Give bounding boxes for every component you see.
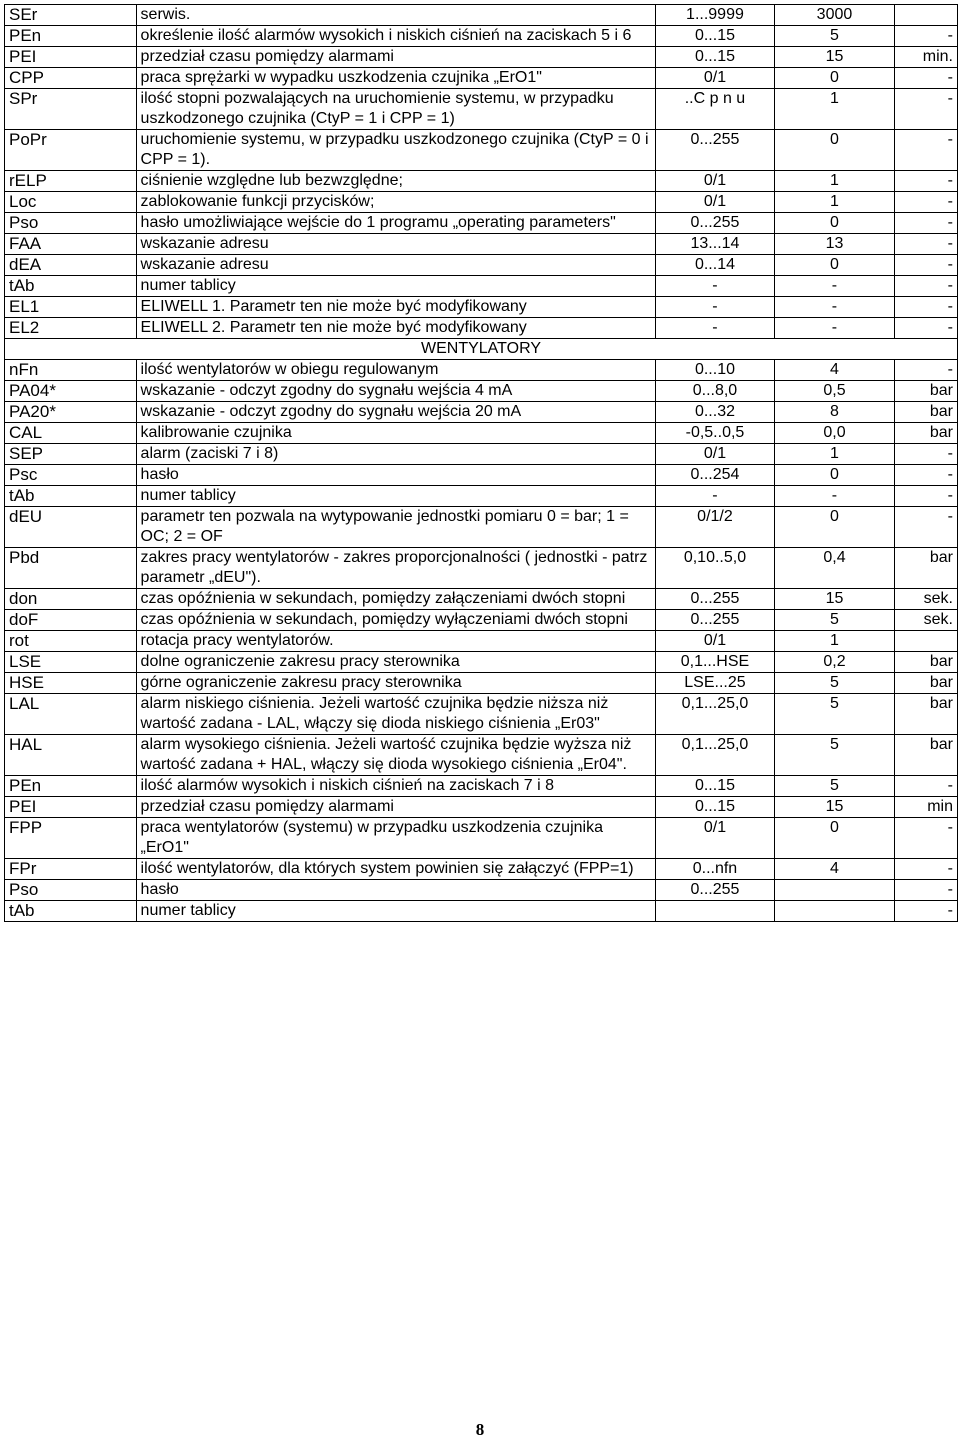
param-code: PEn xyxy=(5,776,137,797)
table-row xyxy=(5,89,958,130)
table-row xyxy=(5,797,958,818)
param-description: ilość wentylatorów, dla których system powinien się załączyć (FPP=1) xyxy=(136,859,655,880)
param-range: 0...15 xyxy=(655,797,775,818)
param-description: serwis. xyxy=(136,5,655,26)
param-unit: - xyxy=(894,297,957,318)
table-row xyxy=(5,171,958,192)
param-default: 8 xyxy=(775,402,895,423)
parameter-rows-fans xyxy=(5,360,958,922)
param-description: hasło umożliwiające wejście do 1 programu „operating parameters" xyxy=(136,213,655,234)
table-row xyxy=(5,610,958,631)
table-row xyxy=(5,589,958,610)
table-row xyxy=(5,26,958,47)
param-description: ilość stopni pozwalających na uruchomienie systemu, w przypadku uszkodzonego czujnika (CtyP = 1 i CPP = 1) xyxy=(136,89,655,130)
param-default: 5 xyxy=(775,673,895,694)
param-range: 0...255 xyxy=(655,213,775,234)
param-description: alarm niskiego ciśnienia. Jeżeli wartość czujnika będzie niższa niż wartość zadana - LAL, włączy się dioda niskiego ciśnienia „Er03" xyxy=(136,694,655,735)
param-range: 0,1...25,0 xyxy=(655,735,775,776)
param-range: 0/1/2 xyxy=(655,507,775,548)
param-range: 0/1 xyxy=(655,68,775,89)
table-row xyxy=(5,381,958,402)
param-description: kalibrowanie czujnika xyxy=(136,423,655,444)
param-default: 0,2 xyxy=(775,652,895,673)
table-row xyxy=(5,276,958,297)
table-row xyxy=(5,465,958,486)
param-default: 5 xyxy=(775,776,895,797)
param-unit: bar xyxy=(894,402,957,423)
table-row xyxy=(5,47,958,68)
param-range: 0/1 xyxy=(655,171,775,192)
param-range: - xyxy=(655,276,775,297)
param-code: LAL xyxy=(5,694,137,735)
param-range: 0/1 xyxy=(655,192,775,213)
param-unit: - xyxy=(894,68,957,89)
param-code: dEA xyxy=(5,255,137,276)
param-unit: - xyxy=(894,192,957,213)
param-description: zablokowanie funkcji przycisków; xyxy=(136,192,655,213)
param-unit: bar xyxy=(894,381,957,402)
param-range: 0...8,0 xyxy=(655,381,775,402)
param-code: SPr xyxy=(5,89,137,130)
param-unit: - xyxy=(894,507,957,548)
param-code: PA04* xyxy=(5,381,137,402)
param-description: wskazanie adresu xyxy=(136,234,655,255)
param-range: 0,10..5,0 xyxy=(655,548,775,589)
table-row xyxy=(5,507,958,548)
param-code: don xyxy=(5,589,137,610)
param-unit: - xyxy=(894,859,957,880)
param-description: czas opóźnienia w sekundach, pomiędzy załączeniami dwóch stopni xyxy=(136,589,655,610)
param-unit: - xyxy=(894,901,957,922)
param-default: 0 xyxy=(775,465,895,486)
param-default: 0 xyxy=(775,213,895,234)
param-default: 0,4 xyxy=(775,548,895,589)
param-description: wskazanie adresu xyxy=(136,255,655,276)
table-row xyxy=(5,694,958,735)
param-unit: bar xyxy=(894,694,957,735)
param-range: 0...255 xyxy=(655,589,775,610)
param-code: LSE xyxy=(5,652,137,673)
param-unit: - xyxy=(894,130,957,171)
param-description: górne ograniczenie zakresu pracy sterownika xyxy=(136,673,655,694)
param-default: 3000 xyxy=(775,5,895,26)
param-code: Pso xyxy=(5,880,137,901)
param-unit: - xyxy=(894,318,957,339)
parameter-rows-general xyxy=(5,5,958,339)
param-range: 0...255 xyxy=(655,130,775,171)
param-code: rot xyxy=(5,631,137,652)
param-code: PEI xyxy=(5,797,137,818)
param-description: rotacja pracy wentylatorów. xyxy=(136,631,655,652)
param-range: 0...15 xyxy=(655,26,775,47)
param-default: 4 xyxy=(775,360,895,381)
param-code: dEU xyxy=(5,507,137,548)
param-default: 15 xyxy=(775,589,895,610)
page-number: 8 xyxy=(475,1420,485,1439)
param-range: 0/1 xyxy=(655,631,775,652)
param-unit: - xyxy=(894,465,957,486)
table-row xyxy=(5,360,958,381)
param-code: Loc xyxy=(5,192,137,213)
param-range: 13...14 xyxy=(655,234,775,255)
param-range: -0,5..0,5 xyxy=(655,423,775,444)
param-default: 15 xyxy=(775,47,895,68)
table-row xyxy=(5,818,958,859)
param-range: 0...15 xyxy=(655,47,775,68)
parameter-table xyxy=(4,4,958,922)
param-range: 0...15 xyxy=(655,776,775,797)
table-row xyxy=(5,297,958,318)
param-unit: min. xyxy=(894,47,957,68)
param-unit xyxy=(894,631,957,652)
param-unit: - xyxy=(894,880,957,901)
param-unit: - xyxy=(894,444,957,465)
param-default: - xyxy=(775,486,895,507)
param-unit: bar xyxy=(894,673,957,694)
param-code: rELP xyxy=(5,171,137,192)
param-description: numer tablicy xyxy=(136,486,655,507)
param-code: FPP xyxy=(5,818,137,859)
param-default: 4 xyxy=(775,859,895,880)
param-unit: bar xyxy=(894,548,957,589)
param-unit: - xyxy=(894,276,957,297)
param-default: - xyxy=(775,318,895,339)
param-default: 1 xyxy=(775,171,895,192)
param-code: PEI xyxy=(5,47,137,68)
param-unit: sek. xyxy=(894,610,957,631)
param-description: praca wentylatorów (systemu) w przypadku uszkodzenia czujnika „ErO1" xyxy=(136,818,655,859)
param-range: 0...254 xyxy=(655,465,775,486)
table-row xyxy=(5,901,958,922)
param-range: 0/1 xyxy=(655,444,775,465)
param-description: alarm (zaciski 7 i 8) xyxy=(136,444,655,465)
param-code: EL2 xyxy=(5,318,137,339)
table-row xyxy=(5,213,958,234)
param-default: 15 xyxy=(775,797,895,818)
param-range: 0,1...HSE xyxy=(655,652,775,673)
param-default: 13 xyxy=(775,234,895,255)
param-unit: - xyxy=(894,360,957,381)
param-description: hasło xyxy=(136,880,655,901)
param-range: ..C p n u xyxy=(655,89,775,130)
param-code: HAL xyxy=(5,735,137,776)
param-code: tAb xyxy=(5,276,137,297)
param-code: PEn xyxy=(5,26,137,47)
param-code: FPr xyxy=(5,859,137,880)
param-default: 5 xyxy=(775,610,895,631)
param-default: 1 xyxy=(775,192,895,213)
param-unit: bar xyxy=(894,735,957,776)
param-unit: sek. xyxy=(894,589,957,610)
param-code: Pso xyxy=(5,213,137,234)
table-row xyxy=(5,68,958,89)
param-default xyxy=(775,901,895,922)
param-range: 0/1 xyxy=(655,818,775,859)
param-code: EL1 xyxy=(5,297,137,318)
param-description: wskazanie - odczyt zgodny do sygnału wejścia 20 mA xyxy=(136,402,655,423)
param-code: CPP xyxy=(5,68,137,89)
table-row xyxy=(5,192,958,213)
param-range: 0...10 xyxy=(655,360,775,381)
param-default: 5 xyxy=(775,735,895,776)
param-code: HSE xyxy=(5,673,137,694)
param-range: - xyxy=(655,297,775,318)
param-description: parametr ten pozwala na wytypowanie jednostki pomiaru 0 = bar; 1 = OC; 2 = OF xyxy=(136,507,655,548)
param-default: 0 xyxy=(775,507,895,548)
table-row xyxy=(5,859,958,880)
table-row xyxy=(5,444,958,465)
param-code: Pbd xyxy=(5,548,137,589)
table-row xyxy=(5,631,958,652)
section-title: WENTYLATORY xyxy=(5,339,958,360)
param-range xyxy=(655,901,775,922)
param-description: czas opóźnienia w sekundach, pomiędzy wyłączeniami dwóch stopni xyxy=(136,610,655,631)
param-unit: - xyxy=(894,234,957,255)
table-row xyxy=(5,130,958,171)
param-default: 0,0 xyxy=(775,423,895,444)
table-row xyxy=(5,234,958,255)
param-range: 1...9999 xyxy=(655,5,775,26)
table-row xyxy=(5,652,958,673)
table-row xyxy=(5,548,958,589)
param-unit: min xyxy=(894,797,957,818)
param-range: - xyxy=(655,486,775,507)
param-description: numer tablicy xyxy=(136,276,655,297)
param-code: CAL xyxy=(5,423,137,444)
param-description: ilość alarmów wysokich i niskich ciśnień na zaciskach 7 i 8 xyxy=(136,776,655,797)
param-default: 1 xyxy=(775,89,895,130)
param-unit: - xyxy=(894,89,957,130)
param-range: 0,1...25,0 xyxy=(655,694,775,735)
param-default: 0 xyxy=(775,255,895,276)
param-default: 1 xyxy=(775,444,895,465)
param-default xyxy=(775,880,895,901)
table-row xyxy=(5,735,958,776)
param-code: PoPr xyxy=(5,130,137,171)
param-code: Psc xyxy=(5,465,137,486)
table-row xyxy=(5,318,958,339)
section-fans xyxy=(5,339,958,360)
table-row xyxy=(5,423,958,444)
param-default: 1 xyxy=(775,631,895,652)
param-code: PA20* xyxy=(5,402,137,423)
param-unit: bar xyxy=(894,652,957,673)
param-description: dolne ograniczenie zakresu pracy sterownika xyxy=(136,652,655,673)
table-row xyxy=(5,776,958,797)
table-row xyxy=(5,402,958,423)
param-default: 0,5 xyxy=(775,381,895,402)
param-code: nFn xyxy=(5,360,137,381)
param-unit: - xyxy=(894,776,957,797)
table-row xyxy=(5,5,958,26)
param-description: ciśnienie względne lub bezwzględne; xyxy=(136,171,655,192)
param-code: tAb xyxy=(5,901,137,922)
table-row xyxy=(5,255,958,276)
param-default: - xyxy=(775,297,895,318)
param-unit xyxy=(894,5,957,26)
param-unit: - xyxy=(894,171,957,192)
param-range: 0...255 xyxy=(655,610,775,631)
param-description: praca sprężarki w wypadku uszkodzenia czujnika „ErO1" xyxy=(136,68,655,89)
table-row xyxy=(5,486,958,507)
param-description: hasło xyxy=(136,465,655,486)
param-unit: bar xyxy=(894,423,957,444)
param-unit: - xyxy=(894,26,957,47)
param-default: - xyxy=(775,276,895,297)
param-range: 0...nfn xyxy=(655,859,775,880)
param-unit: - xyxy=(894,213,957,234)
param-code: tAb xyxy=(5,486,137,507)
param-description: określenie ilość alarmów wysokich i niskich ciśnień na zaciskach 5 i 6 xyxy=(136,26,655,47)
param-description: wskazanie - odczyt zgodny do sygnału wejścia 4 mA xyxy=(136,381,655,402)
param-description: uruchomienie systemu, w przypadku uszkodzonego czujnika (CtyP = 0 i CPP = 1). xyxy=(136,130,655,171)
param-range: 0...255 xyxy=(655,880,775,901)
table-row xyxy=(5,673,958,694)
param-range: LSE...25 xyxy=(655,673,775,694)
param-range: 0...32 xyxy=(655,402,775,423)
param-description: zakres pracy wentylatorów - zakres proporcjonalności ( jednostki - patrz parametr „dEU"). xyxy=(136,548,655,589)
section-header-row xyxy=(5,339,958,360)
param-code: SEr xyxy=(5,5,137,26)
param-unit: - xyxy=(894,486,957,507)
param-description: numer tablicy xyxy=(136,901,655,922)
param-default: 5 xyxy=(775,26,895,47)
param-default: 0 xyxy=(775,818,895,859)
param-code: SEP xyxy=(5,444,137,465)
param-unit: - xyxy=(894,818,957,859)
param-range: - xyxy=(655,318,775,339)
param-description: przedział czasu pomiędzy alarmami xyxy=(136,47,655,68)
param-code: FAA xyxy=(5,234,137,255)
param-default: 0 xyxy=(775,68,895,89)
param-description: przedział czasu pomiędzy alarmami xyxy=(136,797,655,818)
param-description: ilość wentylatorów w obiegu regulowanym xyxy=(136,360,655,381)
param-range: 0...14 xyxy=(655,255,775,276)
param-default: 0 xyxy=(775,130,895,171)
param-default: 5 xyxy=(775,694,895,735)
table-row xyxy=(5,880,958,901)
param-description: ELIWELL 1. Parametr ten nie może być modyfikowany xyxy=(136,297,655,318)
param-unit: - xyxy=(894,255,957,276)
param-description: ELIWELL 2. Parametr ten nie może być modyfikowany xyxy=(136,318,655,339)
param-description: alarm wysokiego ciśnienia. Jeżeli wartość czujnika będzie wyższa niż wartość zadana + HAL, włączy się dioda wysokiego ciśnienia „Er04". xyxy=(136,735,655,776)
param-code: doF xyxy=(5,610,137,631)
